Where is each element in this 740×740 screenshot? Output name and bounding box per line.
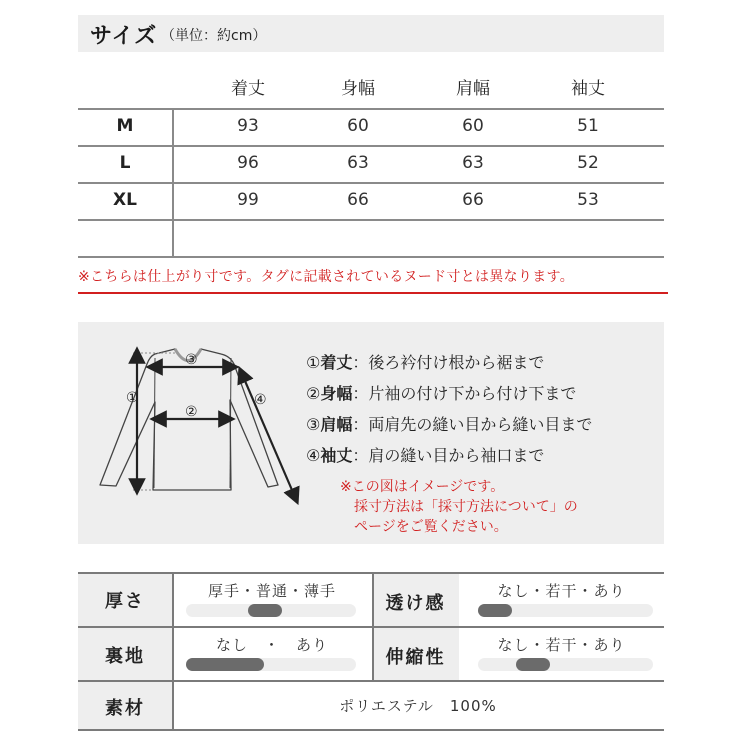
row-divider — [78, 108, 664, 110]
cell-m-sleeve-length: 51 — [577, 116, 599, 136]
legend-item-shoulder-width: ③肩幅：両肩先の縫い目から縫い目まで — [306, 415, 593, 434]
legend-item-sleeve-length: ④袖丈：肩の縫い目から袖口まで — [306, 446, 545, 465]
row-divider — [78, 145, 664, 147]
marker-4: ④ — [254, 392, 267, 408]
cell-m-body-width: 60 — [347, 116, 369, 136]
unit-label: （単位：約cm） — [161, 28, 267, 44]
cell-m-length: 93 — [237, 116, 259, 136]
legend-item-length: ①着丈：後ろ衿付け根から裾まで — [306, 353, 545, 372]
transparency-indicator — [478, 604, 512, 617]
legend-item-body-width: ②身幅：片袖の付け下から付け下まで — [306, 384, 577, 403]
column-header-length: 着丈 — [231, 79, 265, 99]
lining-scale — [186, 658, 356, 671]
spec-label-transparency: 透け感 — [385, 593, 446, 614]
spec-options-thickness: 厚手・普通・薄手 — [207, 582, 336, 600]
column-header-body-width: 身幅 — [341, 79, 375, 99]
long-sleeve-shirt-illustration — [78, 322, 308, 544]
size-label-l: L — [119, 153, 131, 173]
cell-xl-length: 99 — [237, 190, 259, 210]
size-label-m: M — [116, 116, 134, 136]
diagram-remark-line-1: ※この図はイメージです。 — [340, 479, 505, 495]
spec-label-material: 素材 — [105, 698, 145, 719]
stretch-scale — [478, 658, 653, 671]
note-underline — [78, 292, 668, 294]
cell-xl-shoulder-width: 66 — [462, 190, 484, 210]
marker-2: ② — [185, 404, 198, 420]
column-header-sleeve-length: 袖丈 — [571, 79, 605, 99]
cell-l-length: 96 — [237, 153, 259, 173]
spec-options-transparency: なし・若干・あり — [497, 582, 626, 600]
column-divider — [172, 108, 174, 257]
marker-3: ③ — [185, 352, 198, 368]
transparency-scale — [478, 604, 653, 617]
stretch-indicator — [516, 658, 550, 671]
column-header-shoulder-width: 肩幅 — [456, 79, 490, 99]
spec-options-lining: なし ・ あり — [215, 636, 328, 654]
spec-label-stretch: 伸縮性 — [385, 647, 446, 668]
cell-xl-body-width: 66 — [347, 190, 369, 210]
cell-m-shoulder-width: 60 — [462, 116, 484, 136]
measurement-diagram-panel — [78, 322, 664, 544]
finished-size-note: ※こちらは仕上がり寸です。タグに記載されているヌード寸とは異なります。 — [78, 269, 574, 285]
section-title-bar — [78, 15, 664, 52]
fabric-spec-table — [78, 572, 664, 730]
spec-label-thickness: 厚さ — [105, 591, 145, 612]
marker-1: ① — [126, 390, 139, 406]
thickness-scale — [186, 604, 356, 617]
row-divider — [78, 256, 664, 258]
spec-label-lining: 裏地 — [105, 646, 145, 667]
row-divider — [78, 182, 664, 184]
cell-l-sleeve-length: 52 — [577, 153, 599, 173]
cell-l-shoulder-width: 63 — [462, 153, 484, 173]
spec-options-stretch: なし・若干・あり — [497, 636, 626, 654]
diagram-remark-line-3: ページをご覧ください。 — [354, 519, 508, 535]
lining-indicator — [186, 658, 264, 671]
diagram-remark-line-2: 採寸方法は「採寸方法について」の — [354, 499, 578, 515]
thickness-indicator — [248, 604, 282, 617]
cell-xl-sleeve-length: 53 — [577, 190, 599, 210]
cell-l-body-width: 63 — [347, 153, 369, 173]
row-divider — [78, 219, 664, 221]
section-title: サイズ — [90, 24, 158, 49]
size-label-xl: XL — [113, 190, 137, 210]
spec-value-material: ポリエステル 100% — [339, 697, 497, 715]
